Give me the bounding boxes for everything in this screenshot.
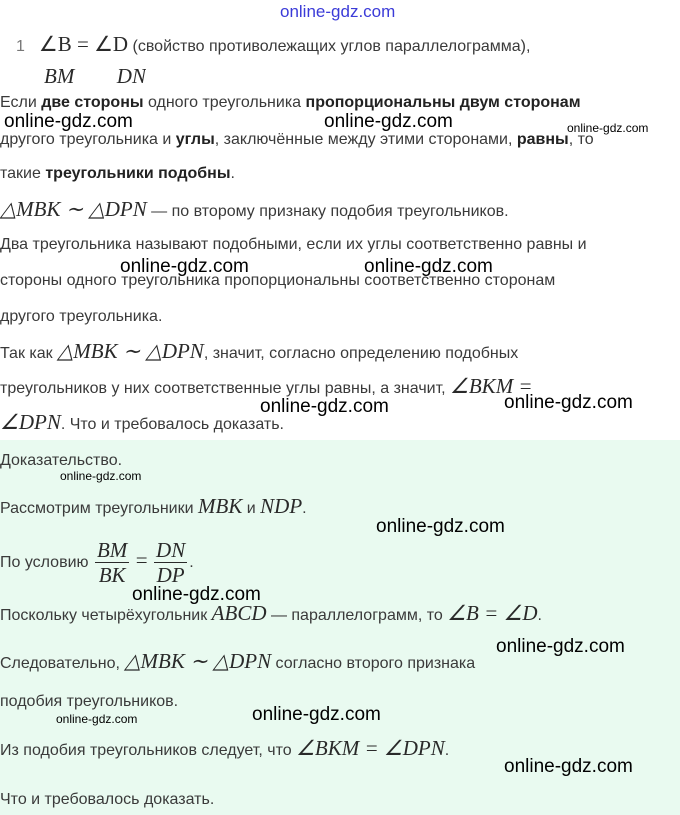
rule-line-2: другого треугольника и углы, заключённые между этими сторонами, равны, то — [0, 131, 594, 148]
watermark: online-gdz.com — [504, 392, 633, 413]
definition-line-1: Два треугольника называют подобными, если их углы соответственно равны и — [0, 236, 587, 253]
definition-line-2: стороны одного треугольника пропорциональны соответственно сторонам — [0, 272, 556, 289]
item-number: 1 — [16, 38, 25, 55]
since-line-3: ∠DPN. Что и требовалось доказать. — [0, 410, 284, 434]
hence-line-1: Следовательно, △MBK ∼ △DPN согласно второго признака — [0, 649, 476, 673]
partial-fraction-row — [44, 66, 146, 84]
proof-title: Доказательство. — [0, 452, 123, 469]
rule-line-1: Если две стороны одного треугольника пропорциональны двум сторонам — [0, 94, 581, 111]
consider-line: Рассмотрим треугольники MBK и NDP. — [0, 494, 307, 518]
similarity-line: △MBK ∼ △DPN — по второму признаку подобия треугольников. — [0, 197, 509, 221]
watermark: online-gdz.com — [252, 704, 381, 725]
hence-line-2: подобия треугольников. — [0, 693, 179, 710]
partial-fraction-2: DN — [116, 66, 146, 84]
watermark: online-gdz.com — [364, 256, 493, 277]
watermark: online-gdz.com — [260, 396, 389, 417]
angle-equality: ∠B = ∠D — [38, 32, 129, 56]
watermark: online-gdz.com — [504, 756, 633, 777]
condition-line: По условию $\frac{BM}{BK}$ = $\frac{DN}{DP}$ . — [0, 538, 194, 588]
definition-line-3: другого треугольника. — [0, 308, 163, 325]
watermark-small: online-gdz.com — [567, 121, 649, 135]
watermark-small: online-gdz.com — [60, 469, 142, 483]
fraction-bm-bk: $\frac{BM}{BK}$ — [96, 538, 128, 588]
since-line-2: треугольников у них соответственные углы равны, а значит, ∠BKM = — [0, 374, 533, 398]
fraction-dn-dp: $\frac{DN}{DP}$ — [156, 538, 186, 588]
watermark: online-gdz.com — [120, 256, 249, 277]
from-similarity-line: Из подобия треугольников следует, что ∠BKM = ∠DPN. — [0, 736, 450, 760]
similarity-math: △MBK ∼ △DPN — [0, 197, 147, 221]
item-1-text: (свойство противолежащих углов параллелограмма), — [128, 38, 531, 55]
watermark-top: online-gdz.com — [280, 2, 396, 21]
watermark: online-gdz.com — [496, 636, 625, 657]
rule-line-3: такие треугольники подобны. — [0, 165, 235, 182]
watermark: online-gdz.com — [132, 584, 261, 605]
since-line-1: Так как △MBK ∼ △DPN, значит, согласно определению подобных — [0, 339, 519, 363]
watermark: online-gdz.com — [376, 516, 505, 537]
partial-fraction-1: BM — [44, 66, 75, 84]
qed-line: Что и требовалось доказать. — [0, 791, 215, 808]
watermark: online-gdz.com — [4, 111, 133, 132]
parallelogram-line: Поскольку четырёхугольник ABCD — параллелограмм, то ∠B = ∠D. — [0, 601, 542, 625]
item-1-line — [0, 34, 530, 57]
watermark: online-gdz.com — [324, 111, 453, 132]
watermark-small: online-gdz.com — [56, 712, 138, 726]
